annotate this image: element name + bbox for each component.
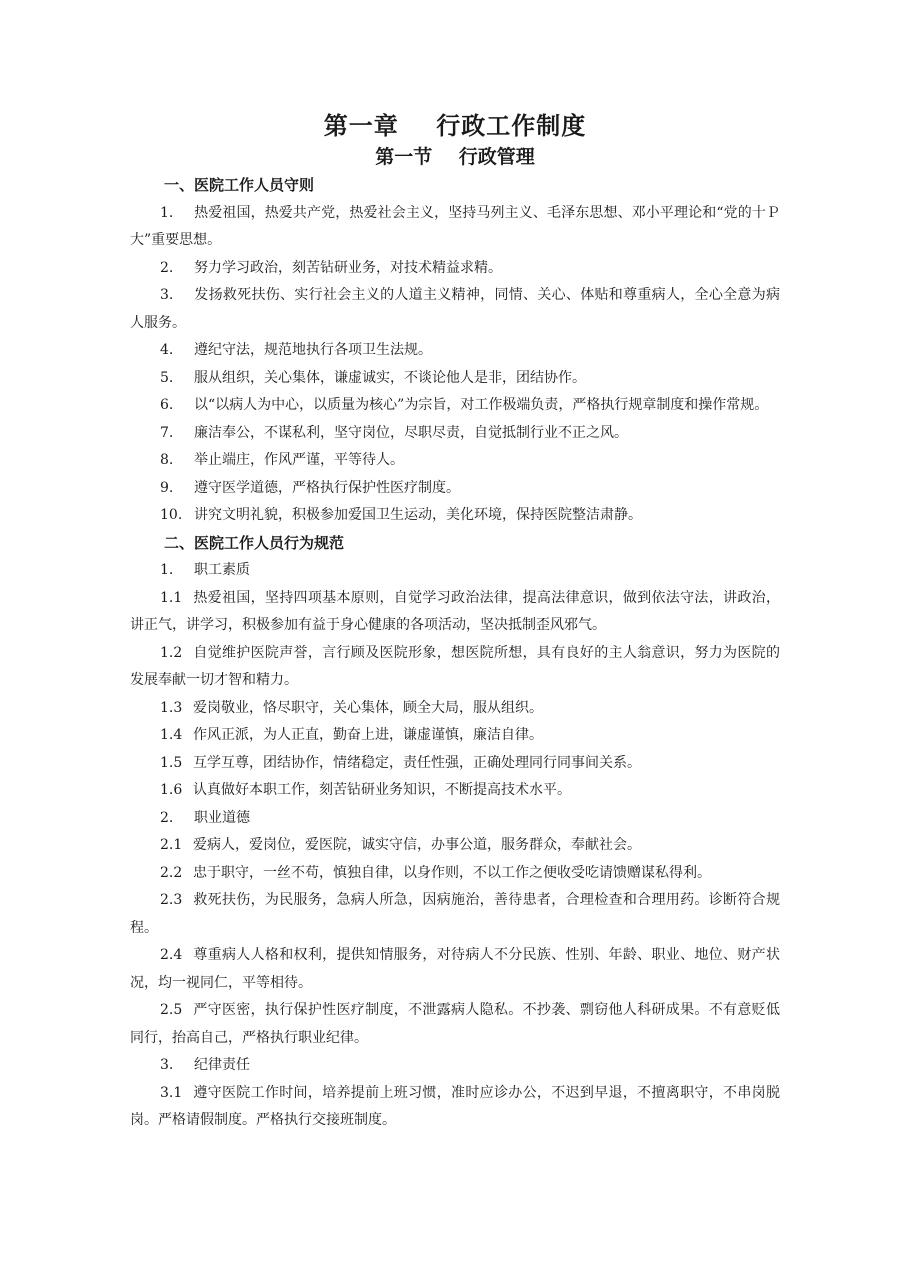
part-heading: 二、医院工作人员行为规范	[164, 533, 345, 552]
item-number: 1.2	[160, 644, 183, 661]
list-item	[130, 337, 780, 365]
document-body	[130, 172, 780, 1135]
item-number: 1.1	[160, 589, 183, 606]
list-item	[130, 777, 780, 805]
item-number: 2.	[160, 809, 174, 826]
list-item	[130, 1080, 780, 1135]
item-number: 7.	[160, 424, 174, 441]
item-text: 忠于职守，一丝不苟，慎独自律，以身作则，不以工作之便收受吃请馈赠谋私得利。	[193, 864, 711, 881]
item-number: 1.3	[160, 699, 183, 716]
list-item	[130, 200, 780, 255]
item-text: 互学互尊，团结协作，情绪稳定，责任性强，正确处理同行同事间关系。	[193, 754, 641, 771]
item-text: 职业道德	[194, 809, 250, 826]
item-text: 以“以病人为中心，以质量为核心”为宗旨，对工作极端负责，严格执行规章制度和操作常规。	[194, 397, 769, 413]
item-text: 发扬救死扶伤、实行社会主义的人道主义精神，同情、关心、体贴和尊重病人，全心全意为病人服务。	[130, 287, 780, 331]
item-number: 1.4	[160, 727, 183, 743]
list-item	[130, 502, 780, 530]
list-item	[130, 832, 780, 860]
item-number: 1.5	[160, 754, 183, 771]
item-number: 3.	[160, 287, 174, 303]
list-item	[130, 585, 780, 640]
item-number: 3.	[160, 1057, 174, 1073]
part-heading: 一、医院工作人员守则	[164, 176, 315, 194]
item-number: 2.4	[160, 947, 183, 963]
item-text: 爱岗敬业，恪尽职守，关心集体，顾全大局，服从组织。	[193, 699, 543, 716]
item-number: 2.1	[160, 837, 183, 853]
list-item	[130, 475, 780, 503]
item-number: 6.	[160, 397, 174, 413]
item-text: 严守医密，执行保护性医疗制度，不泄露病人隐私。不抄袭、剽窃他人科研成果。不有意贬低同行，抬高自己，严格执行职业纪律。	[130, 1002, 780, 1046]
item-number: 9.	[160, 479, 174, 496]
list-item	[130, 887, 780, 942]
item-text: 爱病人，爱岗位，爱医院，诚实守信，办事公道，服务群众，奉献社会。	[193, 837, 641, 853]
list-item	[130, 750, 780, 778]
chapter-title: 第一章 行政工作制度	[323, 111, 587, 140]
item-text: 纪律责任	[194, 1057, 250, 1073]
list-item	[130, 392, 780, 420]
item-text: 遵守医院工作时间，培养提前上班习惯，准时应诊办公，不迟到早退，不擅离职守，不串岗脱岗。严格请假制度。严格执行交接班制度。	[130, 1084, 780, 1128]
item-text: 努力学习政治，刻苦钻研业务，对技术精益求精。	[194, 259, 502, 276]
list-item	[130, 255, 780, 283]
item-number: 4.	[160, 342, 174, 358]
list-item	[130, 282, 780, 337]
list-item	[130, 420, 780, 448]
item-number: 1.	[160, 204, 174, 221]
list-item	[130, 447, 780, 475]
item-text: 自觉维护医院声誉，言行顾及医院形象，想医院所想，具有良好的主人翁意识，努力为医院的发展奉献一切才智和精力。	[130, 644, 780, 688]
item-number: 2.3	[160, 892, 183, 908]
item-number: 2.2	[160, 864, 183, 881]
list-item	[130, 695, 780, 723]
item-number: 10.	[160, 507, 183, 523]
item-text: 救死扶伤，为民服务，急病人所急，因病施治，善待患者，合理检查和合理用药。诊断符合规程。	[130, 892, 780, 936]
item-text: 举止端庄，作风严谨，平等待人。	[194, 452, 404, 468]
item-number: 8.	[160, 452, 174, 468]
item-text: 尊重病人人格和权利，提供知情服务，对待病人不分民族、性别、年龄、职业、地位、财产状况，均一视同仁，平等相待。	[130, 947, 780, 991]
list-item	[130, 365, 780, 393]
item-text: 热爱祖国，坚持四项基本原则，自觉学习政治法律，提高法律意识，做到依法守法，讲政治，讲正气，讲学习，积极参加有益于身心健康的各项活动，坚决抵制歪风邪气。	[130, 589, 780, 633]
item-text: 作风正派，为人正直，勤奋上进，谦虚谨慎，廉洁自律。	[193, 727, 543, 743]
item-number: 1.6	[160, 782, 183, 798]
list-item	[130, 557, 780, 585]
item-text: 服从组织，关心集体，谦虚诚实，不谈论他人是非，团结协作。	[194, 369, 586, 386]
item-text: 职工素质	[194, 562, 250, 578]
item-number: 2.5	[160, 1002, 183, 1018]
item-text: 认真做好本职工作，刻苦钻研业务知识，不断提高技术水平。	[193, 782, 571, 798]
item-number: 3.1	[160, 1084, 183, 1101]
item-number: 5.	[160, 369, 174, 386]
item-number: 2.	[160, 259, 174, 276]
item-text: 热爱祖国，热爱共产党，热爱社会主义，坚持马列主义、毛泽东思想、邓小平理论和“党的十Ｐ大”重要思想。	[130, 204, 780, 248]
list-item	[130, 722, 780, 750]
list-item	[130, 860, 780, 888]
list-item	[130, 942, 780, 997]
list-item	[130, 1052, 780, 1080]
item-text: 廉洁奉公，不谋私利，坚守岗位，尽职尽责，自觉抵制行业不正之风。	[194, 424, 628, 441]
item-text: 遵守医学道德，严格执行保护性医疗制度。	[194, 479, 460, 496]
section-title: 第一节 行政管理	[375, 146, 535, 168]
list-item	[130, 640, 780, 695]
item-text: 讲究文明礼貌，积极参加爱国卫生运动，美化环境，保持医院整洁肃静。	[194, 507, 642, 523]
item-number: 1.	[160, 562, 174, 578]
list-item	[130, 805, 780, 833]
item-text: 遵纪守法，规范地执行各项卫生法规。	[194, 342, 432, 358]
list-item	[130, 997, 780, 1052]
